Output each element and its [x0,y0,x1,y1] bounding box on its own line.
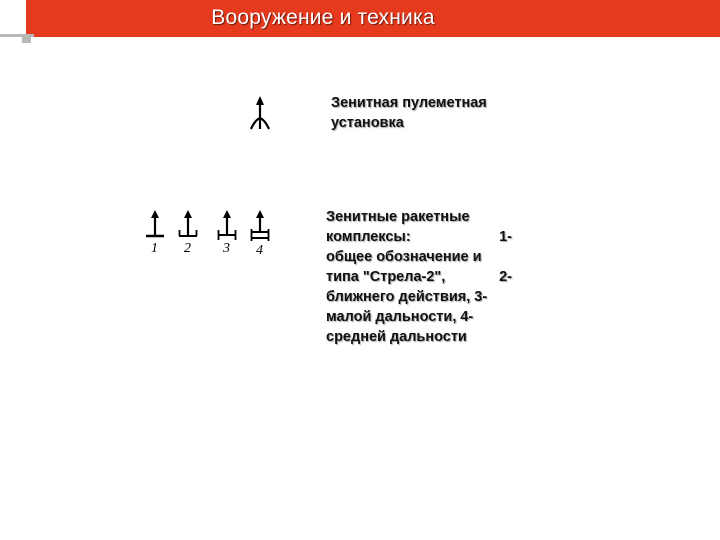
symbol-number: 3 [223,241,230,256]
symbol-number: 1 [151,241,158,256]
machine-gun-caption: Зенитная пулеметная установка [331,95,487,131]
missile-complex-caption: Зенитные ракетные комплексы: 1- общее обозначение и типа "Стрела-2", 2- ближнего действия, 3- малой дальности, 4- средней дальности [326,209,512,345]
corner-decoration [0,34,34,44]
aa-missile-medium-range-icon [249,210,273,256]
symbol-number: 2 [184,241,191,256]
aa-machine-gun-icon [245,96,275,132]
symbol-number: 4 [256,243,263,258]
aa-missile-short-range-icon [177,210,201,256]
title-bar [26,0,720,37]
aa-missile-low-range-icon [216,210,240,256]
aa-missile-general-icon [144,210,168,256]
page-title: Вооружение и техника [211,5,435,29]
